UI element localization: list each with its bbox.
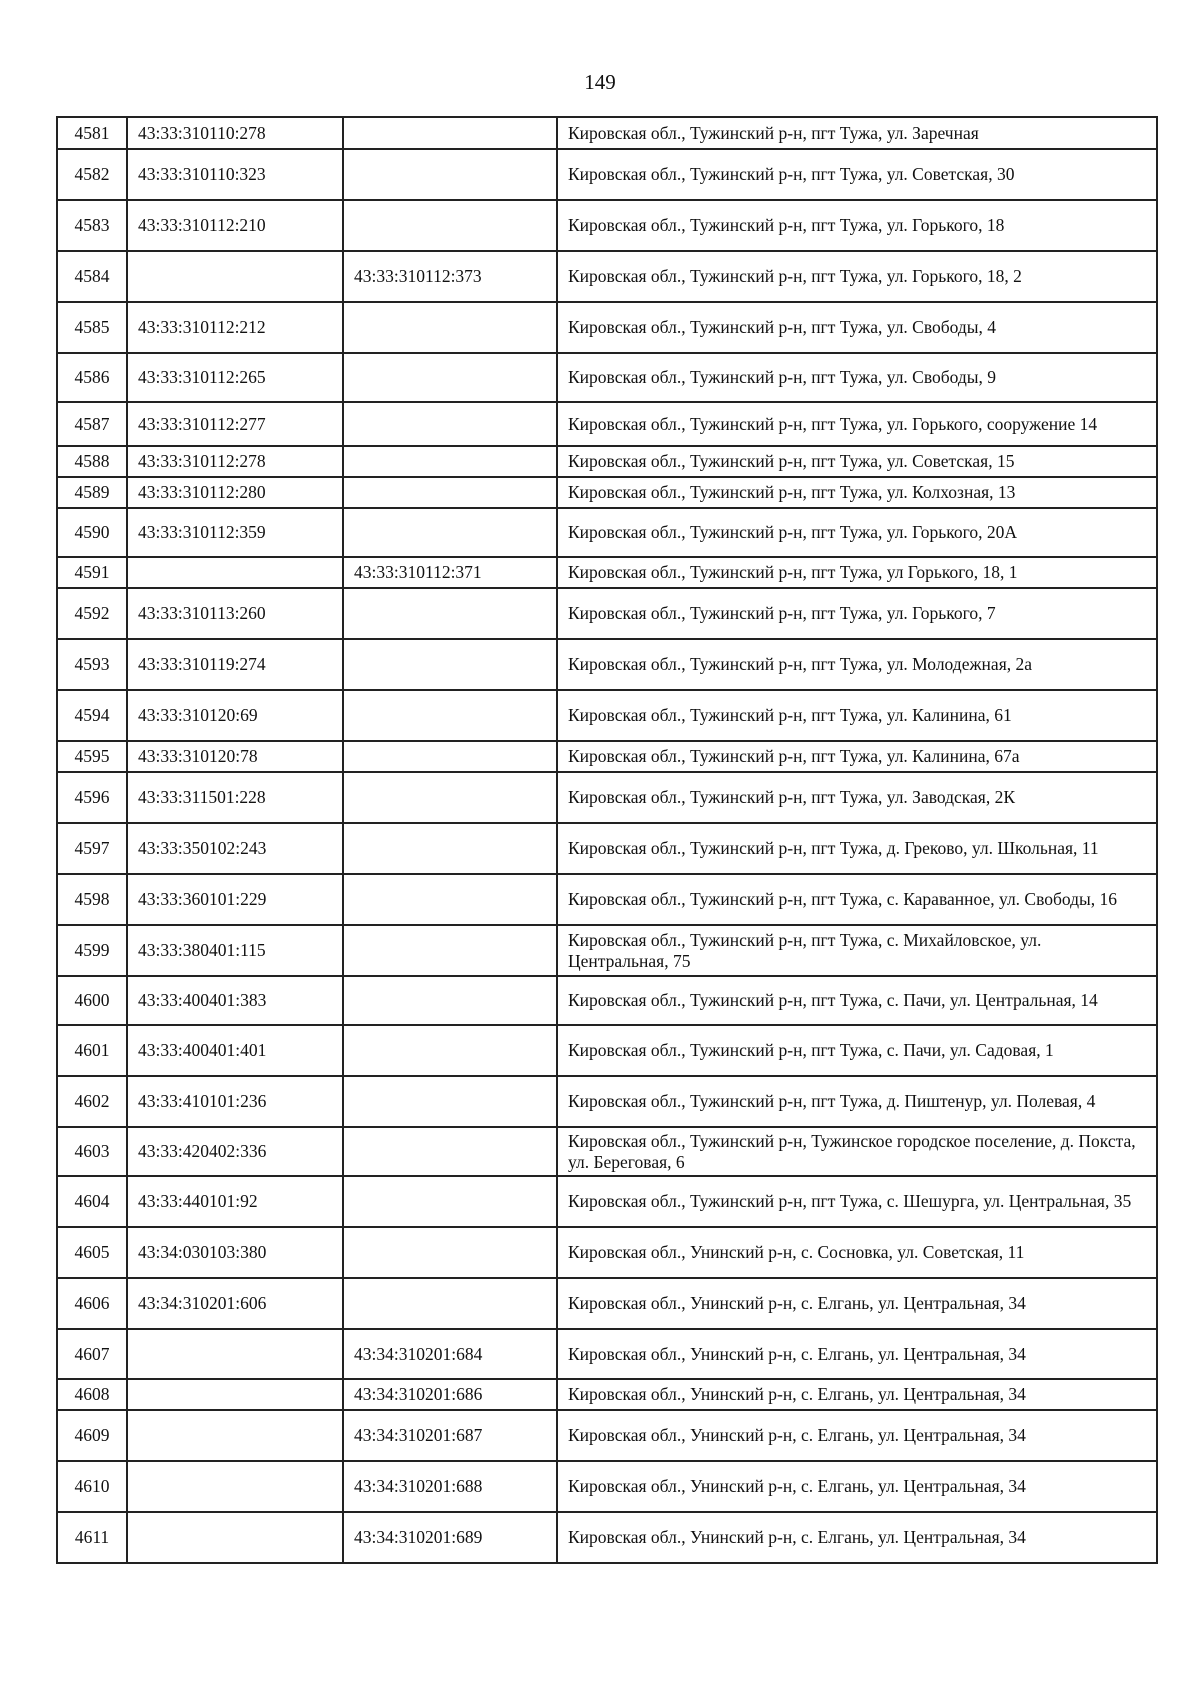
table-row [57, 557, 1157, 588]
row-number-cell: 4602 [57, 1076, 127, 1127]
row-number-cell: 4594 [57, 690, 127, 741]
row-number-cell: 4600 [57, 976, 127, 1025]
address-cell: Кировская обл., Тужинский р-н, Тужинское городское поселение, д. Покста, ул. Береговая, 6 [557, 1127, 1157, 1176]
object-cadastral-number-cell [343, 1278, 557, 1329]
address-cell: Кировская обл., Тужинский р-н, пгт Тужа, с. Шешурга, ул. Центральная, 35 [557, 1176, 1157, 1227]
table-row [57, 446, 1157, 477]
table-row [57, 1025, 1157, 1076]
object-cadastral-number-cell [343, 1127, 557, 1176]
row-number-cell: 4609 [57, 1410, 127, 1461]
address-cell: Кировская обл., Тужинский р-н, пгт Тужа, ул. Горького, 18, 2 [557, 251, 1157, 302]
row-number-cell: 4587 [57, 402, 127, 446]
address-cell: Кировская обл., Унинский р-н, с. Елгань, ул. Центральная, 34 [557, 1278, 1157, 1329]
table-row [57, 477, 1157, 508]
object-cadastral-number-cell [343, 508, 557, 557]
row-number-cell: 4582 [57, 149, 127, 200]
object-cadastral-number-cell: 43:34:310201:684 [343, 1329, 557, 1379]
cadastral-number-cell: 43:33:310110:278 [127, 117, 343, 149]
table-row [57, 1461, 1157, 1512]
object-cadastral-number-cell: 43:34:310201:687 [343, 1410, 557, 1461]
cadastral-number-cell: 43:33:310112:265 [127, 353, 343, 402]
address-cell: Кировская обл., Унинский р-н, с. Елгань, ул. Центральная, 34 [557, 1461, 1157, 1512]
row-number-cell: 4611 [57, 1512, 127, 1563]
cadastral-number-cell: 43:33:310120:78 [127, 741, 343, 772]
object-cadastral-number-cell [343, 925, 557, 976]
address-cell: Кировская обл., Унинский р-н, с. Елгань, ул. Центральная, 34 [557, 1379, 1157, 1410]
row-number-cell: 4583 [57, 200, 127, 251]
address-cell: Кировская обл., Тужинский р-н, пгт Тужа, д. Пиштенур, ул. Полевая, 4 [557, 1076, 1157, 1127]
address-cell: Кировская обл., Унинский р-н, с. Елгань, ул. Центральная, 34 [557, 1512, 1157, 1563]
table-row [57, 1227, 1157, 1278]
cadastral-number-cell: 43:34:030103:380 [127, 1227, 343, 1278]
table-row [57, 402, 1157, 446]
table-row [57, 1176, 1157, 1227]
table-row [57, 200, 1157, 251]
row-number-cell: 4581 [57, 117, 127, 149]
address-cell: Кировская обл., Тужинский р-н, пгт Тужа, ул. Свободы, 4 [557, 302, 1157, 353]
table-row [57, 1329, 1157, 1379]
table-row [57, 302, 1157, 353]
object-cadastral-number-cell [343, 1227, 557, 1278]
object-cadastral-number-cell [343, 823, 557, 874]
cadastral-number-cell: 43:33:350102:243 [127, 823, 343, 874]
address-cell: Кировская обл., Тужинский р-н, пгт Тужа, ул. Заречная [557, 117, 1157, 149]
cadastral-number-cell: 43:33:420402:336 [127, 1127, 343, 1176]
object-cadastral-number-cell [343, 874, 557, 925]
row-number-cell: 4585 [57, 302, 127, 353]
table-row [57, 1278, 1157, 1329]
address-cell: Кировская обл., Тужинский р-н, пгт Тужа, ул. Калинина, 61 [557, 690, 1157, 741]
table-row [57, 117, 1157, 149]
cadastral-number-cell: 43:33:310110:323 [127, 149, 343, 200]
cadastral-number-cell: 43:33:380401:115 [127, 925, 343, 976]
cadastral-number-cell: 43:33:310119:274 [127, 639, 343, 690]
page-number: 149 [584, 70, 616, 94]
cadastral-number-cell: 43:33:440101:92 [127, 1176, 343, 1227]
cadastral-number-cell [127, 1410, 343, 1461]
table-row [57, 639, 1157, 690]
address-cell: Кировская обл., Тужинский р-н, пгт Тужа, ул Горького, 18, 1 [557, 557, 1157, 588]
object-cadastral-number-cell [343, 772, 557, 823]
cadastral-number-cell: 43:33:360101:229 [127, 874, 343, 925]
row-number-cell: 4604 [57, 1176, 127, 1227]
object-cadastral-number-cell: 43:33:310112:373 [343, 251, 557, 302]
object-cadastral-number-cell [343, 402, 557, 446]
row-number-cell: 4598 [57, 874, 127, 925]
cadastral-number-cell: 43:33:410101:236 [127, 1076, 343, 1127]
table-row [57, 353, 1157, 402]
object-cadastral-number-cell [343, 690, 557, 741]
object-cadastral-number-cell [343, 117, 557, 149]
cadastral-number-cell: 43:33:400401:383 [127, 976, 343, 1025]
table-row [57, 588, 1157, 639]
address-cell: Кировская обл., Тужинский р-н, пгт Тужа, ул. Горького, 20А [557, 508, 1157, 557]
object-cadastral-number-cell: 43:34:310201:688 [343, 1461, 557, 1512]
object-cadastral-number-cell: 43:33:310112:371 [343, 557, 557, 588]
row-number-cell: 4589 [57, 477, 127, 508]
cadastral-number-cell: 43:33:310112:212 [127, 302, 343, 353]
row-number-cell: 4588 [57, 446, 127, 477]
address-cell: Кировская обл., Тужинский р-н, пгт Тужа, с. Михайловское, ул. Центральная, 75 [557, 925, 1157, 976]
object-cadastral-number-cell [343, 976, 557, 1025]
cadastral-number-cell [127, 557, 343, 588]
table-row [57, 149, 1157, 200]
row-number-cell: 4597 [57, 823, 127, 874]
row-number-cell: 4606 [57, 1278, 127, 1329]
address-cell: Кировская обл., Тужинский р-н, пгт Тужа, ул. Калинина, 67а [557, 741, 1157, 772]
row-number-cell: 4584 [57, 251, 127, 302]
table-row [57, 874, 1157, 925]
object-cadastral-number-cell [343, 302, 557, 353]
row-number-cell: 4592 [57, 588, 127, 639]
table-row [57, 1512, 1157, 1563]
cadastral-number-cell [127, 251, 343, 302]
cadastral-number-cell: 43:33:310113:260 [127, 588, 343, 639]
registry-table [56, 116, 1158, 1564]
address-cell: Кировская обл., Тужинский р-н, пгт Тужа, с. Караванное, ул. Свободы, 16 [557, 874, 1157, 925]
cadastral-number-cell: 43:33:310112:359 [127, 508, 343, 557]
table-row [57, 741, 1157, 772]
object-cadastral-number-cell [343, 639, 557, 690]
cadastral-number-cell: 43:33:400401:401 [127, 1025, 343, 1076]
cadastral-number-cell [127, 1329, 343, 1379]
row-number-cell: 4590 [57, 508, 127, 557]
address-cell: Кировская обл., Тужинский р-н, пгт Тужа, д. Греково, ул. Школьная, 11 [557, 823, 1157, 874]
object-cadastral-number-cell [343, 588, 557, 639]
table-row [57, 508, 1157, 557]
row-number-cell: 4607 [57, 1329, 127, 1379]
address-cell: Кировская обл., Тужинский р-н, пгт Тужа, ул. Горького, сооружение 14 [557, 402, 1157, 446]
object-cadastral-number-cell [343, 353, 557, 402]
object-cadastral-number-cell [343, 1025, 557, 1076]
row-number-cell: 4599 [57, 925, 127, 976]
object-cadastral-number-cell [343, 1076, 557, 1127]
object-cadastral-number-cell: 43:34:310201:689 [343, 1512, 557, 1563]
cadastral-number-cell: 43:34:310201:606 [127, 1278, 343, 1329]
table-row [57, 772, 1157, 823]
row-number-cell: 4593 [57, 639, 127, 690]
address-cell: Кировская обл., Тужинский р-н, пгт Тужа, ул. Колхозная, 13 [557, 477, 1157, 508]
table-row [57, 1379, 1157, 1410]
cadastral-number-cell: 43:33:310112:210 [127, 200, 343, 251]
cadastral-number-cell [127, 1379, 343, 1410]
cadastral-number-cell [127, 1512, 343, 1563]
table-row [57, 251, 1157, 302]
address-cell: Кировская обл., Тужинский р-н, пгт Тужа, ул. Советская, 30 [557, 149, 1157, 200]
address-cell: Кировская обл., Тужинский р-н, пгт Тужа, ул. Заводская, 2К [557, 772, 1157, 823]
address-cell: Кировская обл., Тужинский р-н, пгт Тужа, с. Пачи, ул. Садовая, 1 [557, 1025, 1157, 1076]
address-cell: Кировская обл., Тужинский р-н, пгт Тужа, ул. Молодежная, 2а [557, 639, 1157, 690]
row-number-cell: 4595 [57, 741, 127, 772]
table-row [57, 823, 1157, 874]
address-cell: Кировская обл., Тужинский р-н, пгт Тужа, ул. Свободы, 9 [557, 353, 1157, 402]
row-number-cell: 4591 [57, 557, 127, 588]
cadastral-number-cell [127, 1461, 343, 1512]
address-cell: Кировская обл., Унинский р-н, с. Сосновка, ул. Советская, 11 [557, 1227, 1157, 1278]
table-row [57, 1127, 1157, 1176]
address-cell: Кировская обл., Унинский р-н, с. Елгань, ул. Центральная, 34 [557, 1329, 1157, 1379]
row-number-cell: 4605 [57, 1227, 127, 1278]
table-row [57, 1076, 1157, 1127]
table-row [57, 976, 1157, 1025]
cadastral-number-cell: 43:33:310112:280 [127, 477, 343, 508]
table-row [57, 925, 1157, 976]
object-cadastral-number-cell [343, 741, 557, 772]
registry-rows [57, 117, 1157, 1563]
cadastral-number-cell: 43:33:310120:69 [127, 690, 343, 741]
row-number-cell: 4603 [57, 1127, 127, 1176]
address-cell: Кировская обл., Тужинский р-н, пгт Тужа, ул. Горького, 7 [557, 588, 1157, 639]
object-cadastral-number-cell [343, 446, 557, 477]
row-number-cell: 4596 [57, 772, 127, 823]
object-cadastral-number-cell [343, 1176, 557, 1227]
object-cadastral-number-cell [343, 477, 557, 508]
table-row [57, 690, 1157, 741]
cadastral-number-cell: 43:33:311501:228 [127, 772, 343, 823]
row-number-cell: 4586 [57, 353, 127, 402]
address-cell: Кировская обл., Тужинский р-н, пгт Тужа, ул. Советская, 15 [557, 446, 1157, 477]
object-cadastral-number-cell [343, 200, 557, 251]
address-cell: Кировская обл., Тужинский р-н, пгт Тужа, с. Пачи, ул. Центральная, 14 [557, 976, 1157, 1025]
address-cell: Кировская обл., Тужинский р-н, пгт Тужа, ул. Горького, 18 [557, 200, 1157, 251]
row-number-cell: 4608 [57, 1379, 127, 1410]
cadastral-number-cell: 43:33:310112:277 [127, 402, 343, 446]
cadastral-number-cell: 43:33:310112:278 [127, 446, 343, 477]
row-number-cell: 4601 [57, 1025, 127, 1076]
object-cadastral-number-cell: 43:34:310201:686 [343, 1379, 557, 1410]
row-number-cell: 4610 [57, 1461, 127, 1512]
table-row [57, 1410, 1157, 1461]
address-cell: Кировская обл., Унинский р-н, с. Елгань, ул. Центральная, 34 [557, 1410, 1157, 1461]
object-cadastral-number-cell [343, 149, 557, 200]
